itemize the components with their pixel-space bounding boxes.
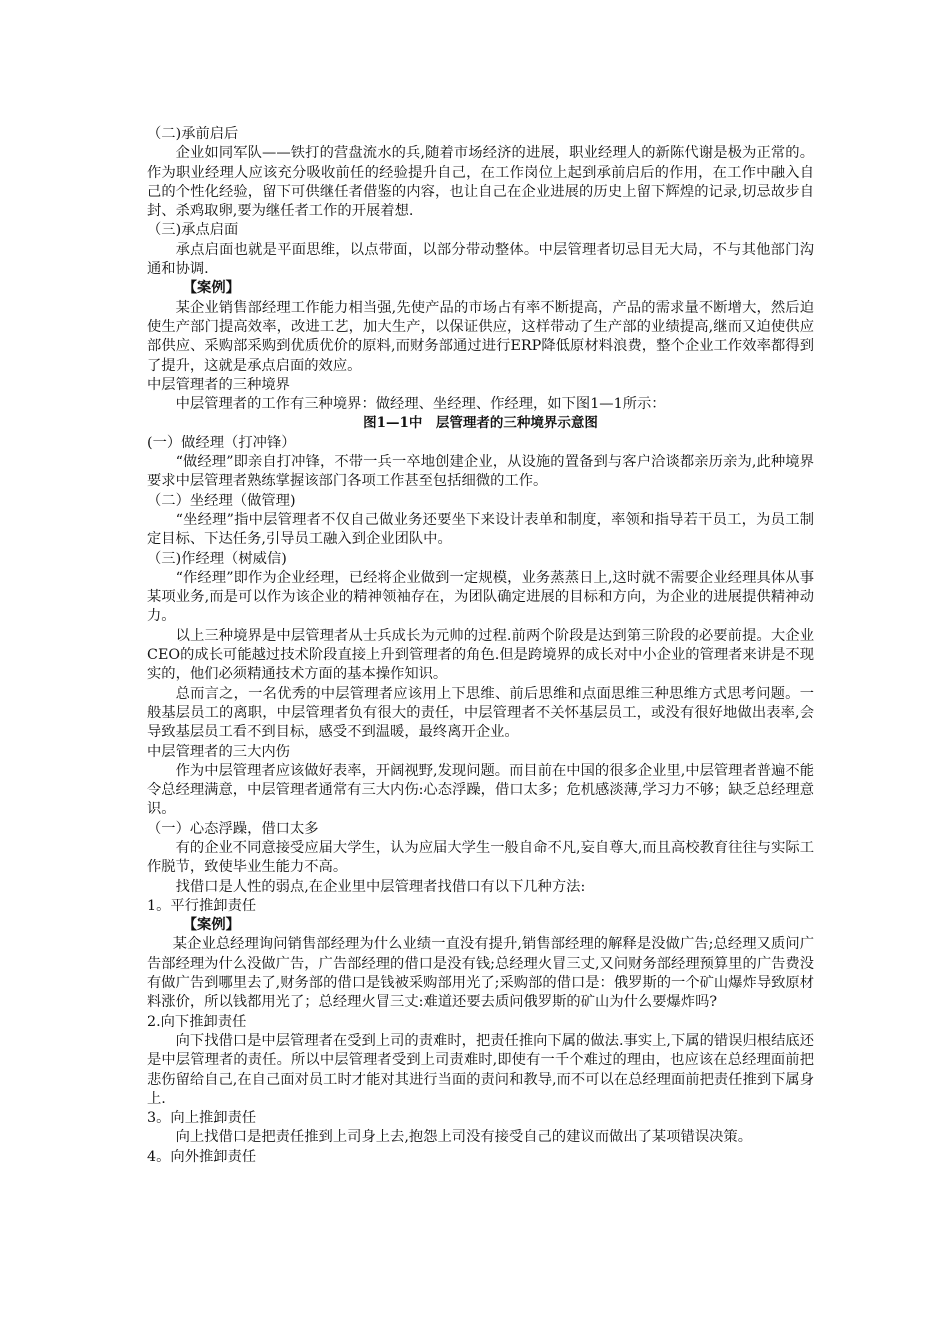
heading-three-injuries: 中层管理者的三大内伤 xyxy=(147,743,290,760)
paragraph-three-realms-summary: 以上三种境界是中层管理者从士兵成长为元帅的过程.前两个阶段是达到第三阶段的必要前提。大企业CEO的成长可能越过技术阶段直接上升到管理者的角色.但是跨境界的成长对中小企业的管理者来讲是不现实的，他们必须精通技术方面的基本操作知识。 xyxy=(147,627,814,683)
paragraph-graduates: 有的企业不同意接受应届大学生，认为应届大学生一般自命不凡,妄自尊大,而且高校教育往往与实际工作脱节，致使毕业生能力不高。 xyxy=(147,839,814,876)
figure-caption: 图1—1中 层管理者的三种境界示意图 xyxy=(363,415,598,432)
case-label: 【案例】 xyxy=(182,280,240,297)
heading-succession: （二)承前启后 xyxy=(147,126,239,142)
paragraph-three-realms-intro: 中层管理者的工作有三种境界：做经理、坐经理、作经理，如下图1—1所示： xyxy=(175,396,666,413)
paragraph-act-manager: “作经理”即作为企业经理，已经将企业做到一定规模，业务蒸蒸日上,这时就不需要企业经理具体从事某项业务,而是可以作为该企业的精神领袖存在，为团队确定进展的目标和方向，为企业的进展提供精神动力。 xyxy=(147,569,814,625)
heading-parallel-blame: 1。平行推卸责任 xyxy=(147,897,257,914)
heading-do-manager: (一）做经理（打冲锋） xyxy=(147,434,296,451)
paragraph-succession: 企业如同军队——铁打的营盘流水的兵,随着市场经济的进展，职业经理人的新陈代谢是极为正常的。作为职业经理人应该充分吸收前任的经验提升自己，在工作岗位上起到承前启后的作用，在工作中融入自己的个性化经验，留下可供继任者借鉴的内容，也让自己在企业进展的历史上留下辉煌的记录,切忌故步自封、杀鸡取卵,要为继任者工作的开展着想. xyxy=(147,145,814,220)
paragraph-three-injuries: 作为中层管理者应该做好表率，开阔视野,发现问题。而目前在中国的很多企业里,中层管理者普遍不能令总经理满意，中层管理者通常有三大内伤:心态浮躁，借口太多；危机感淡薄,学习力不够；缺乏总经理意识。 xyxy=(147,762,815,818)
heading-impetuous: （一）心态浮躁，借口太多 xyxy=(147,820,319,837)
document-page xyxy=(147,125,814,1167)
paragraph-sit-manager: “坐经理”指中层管理者不仅自己做业务还要坐下来设计表单和制度，率领和指导若干员工，为员工制定目标、下达任务,引导员工融入到企业团队中。 xyxy=(147,511,814,548)
paragraph-upward-blame: 向上找借口是把责任推到上司身上去,抱怨上司没有接受自己的建议而做出了某项错误决策。 xyxy=(175,1129,753,1146)
paragraph-conclusion: 总而言之，一名优秀的中层管理者应该用上下思维、前后思维和点面思维三种思维方式思考问题。一般基层员工的离职，中层管理者负有很大的责任，中层管理者不关怀基层员工，或没有很好地做出表率,会导致基层员工看不到目标，感受不到温暖，最终离开企业。 xyxy=(147,685,814,741)
heading-point-to-surface: （三)承点启面 xyxy=(147,222,239,239)
paragraph-downward-blame: 向下找借口是中层管理者在受到上司的责难时，把责任推向下属的做法.事实上,下属的错误归根结底还是中层管理者的责任。所以中层管理者受到上司责难时,即使有一千个难过的理由，也应该在总经理面前把悲伤留给自己,在自己面对员工时才能对其进行当面的责问和教导,而不可以在总经理面前把责任推到下属身上. xyxy=(147,1032,814,1107)
paragraph-case-blame: 某企业总经理询问销售部经理为什么业绩一直没有提升,销售部经理的解释是没做广告;总经理又质问广告部经理为什么没做广告，广告部经理的借口是没有钱;总经理火冒三丈,又问财务部经理预算里的广告费没有做广告到哪里去了,财务部的借口是钱被采购部用光了;采购部的借口是：俄罗斯的一个矿山爆炸导致原材料涨价，所以钱都用光了；总经理火冒三丈:难道还要去质问俄罗斯的矿山为什么要爆炸吗? xyxy=(147,936,815,1011)
paragraph-do-manager: “做经理”即亲自打冲锋，不带一兵一卒地创建企业，从设施的置备到与客户洽谈都亲历亲为,此种境界要求中层管理者熟练掌握该部门各项工作甚至包括细微的工作。 xyxy=(147,454,814,490)
case-label: 【案例】 xyxy=(182,917,240,934)
paragraph-excuses: 找借口是人性的弱点,在企业里中层管理者找借口有以下几种方法: xyxy=(175,878,586,895)
heading-three-realms: 中层管理者的三种境界 xyxy=(147,376,290,393)
paragraph-case-sales: 某企业销售部经理工作能力相当强,先使产品的市场占有率不断提高，产品的需求量不断增大，然后迫使生产部门提高效率，改进工艺，加大生产，以保证供应，这样带动了生产部的业绩提高,继而又迫使供应部供应、采购部采购到优质优价的原料,而财务部通过进行ERP降低原材料浪费，整个企业工作效率都得到了提升，这就是承点启面的效应。 xyxy=(147,299,814,374)
heading-downward-blame: 2.向下推卸责任 xyxy=(147,1013,247,1030)
heading-outward-blame: 4。向外推卸责任 xyxy=(147,1148,257,1165)
heading-upward-blame: 3。向上推卸责任 xyxy=(147,1110,257,1127)
heading-act-manager: （三)作经理（树威信) xyxy=(147,550,287,567)
paragraph-point-to-surface: 承点启面也就是平面思维，以点带面，以部分带动整体。中层管理者切忌目无大局，不与其他部门沟通和协调. xyxy=(147,241,814,278)
heading-sit-manager: （二）坐经理（做管理) xyxy=(147,492,296,509)
